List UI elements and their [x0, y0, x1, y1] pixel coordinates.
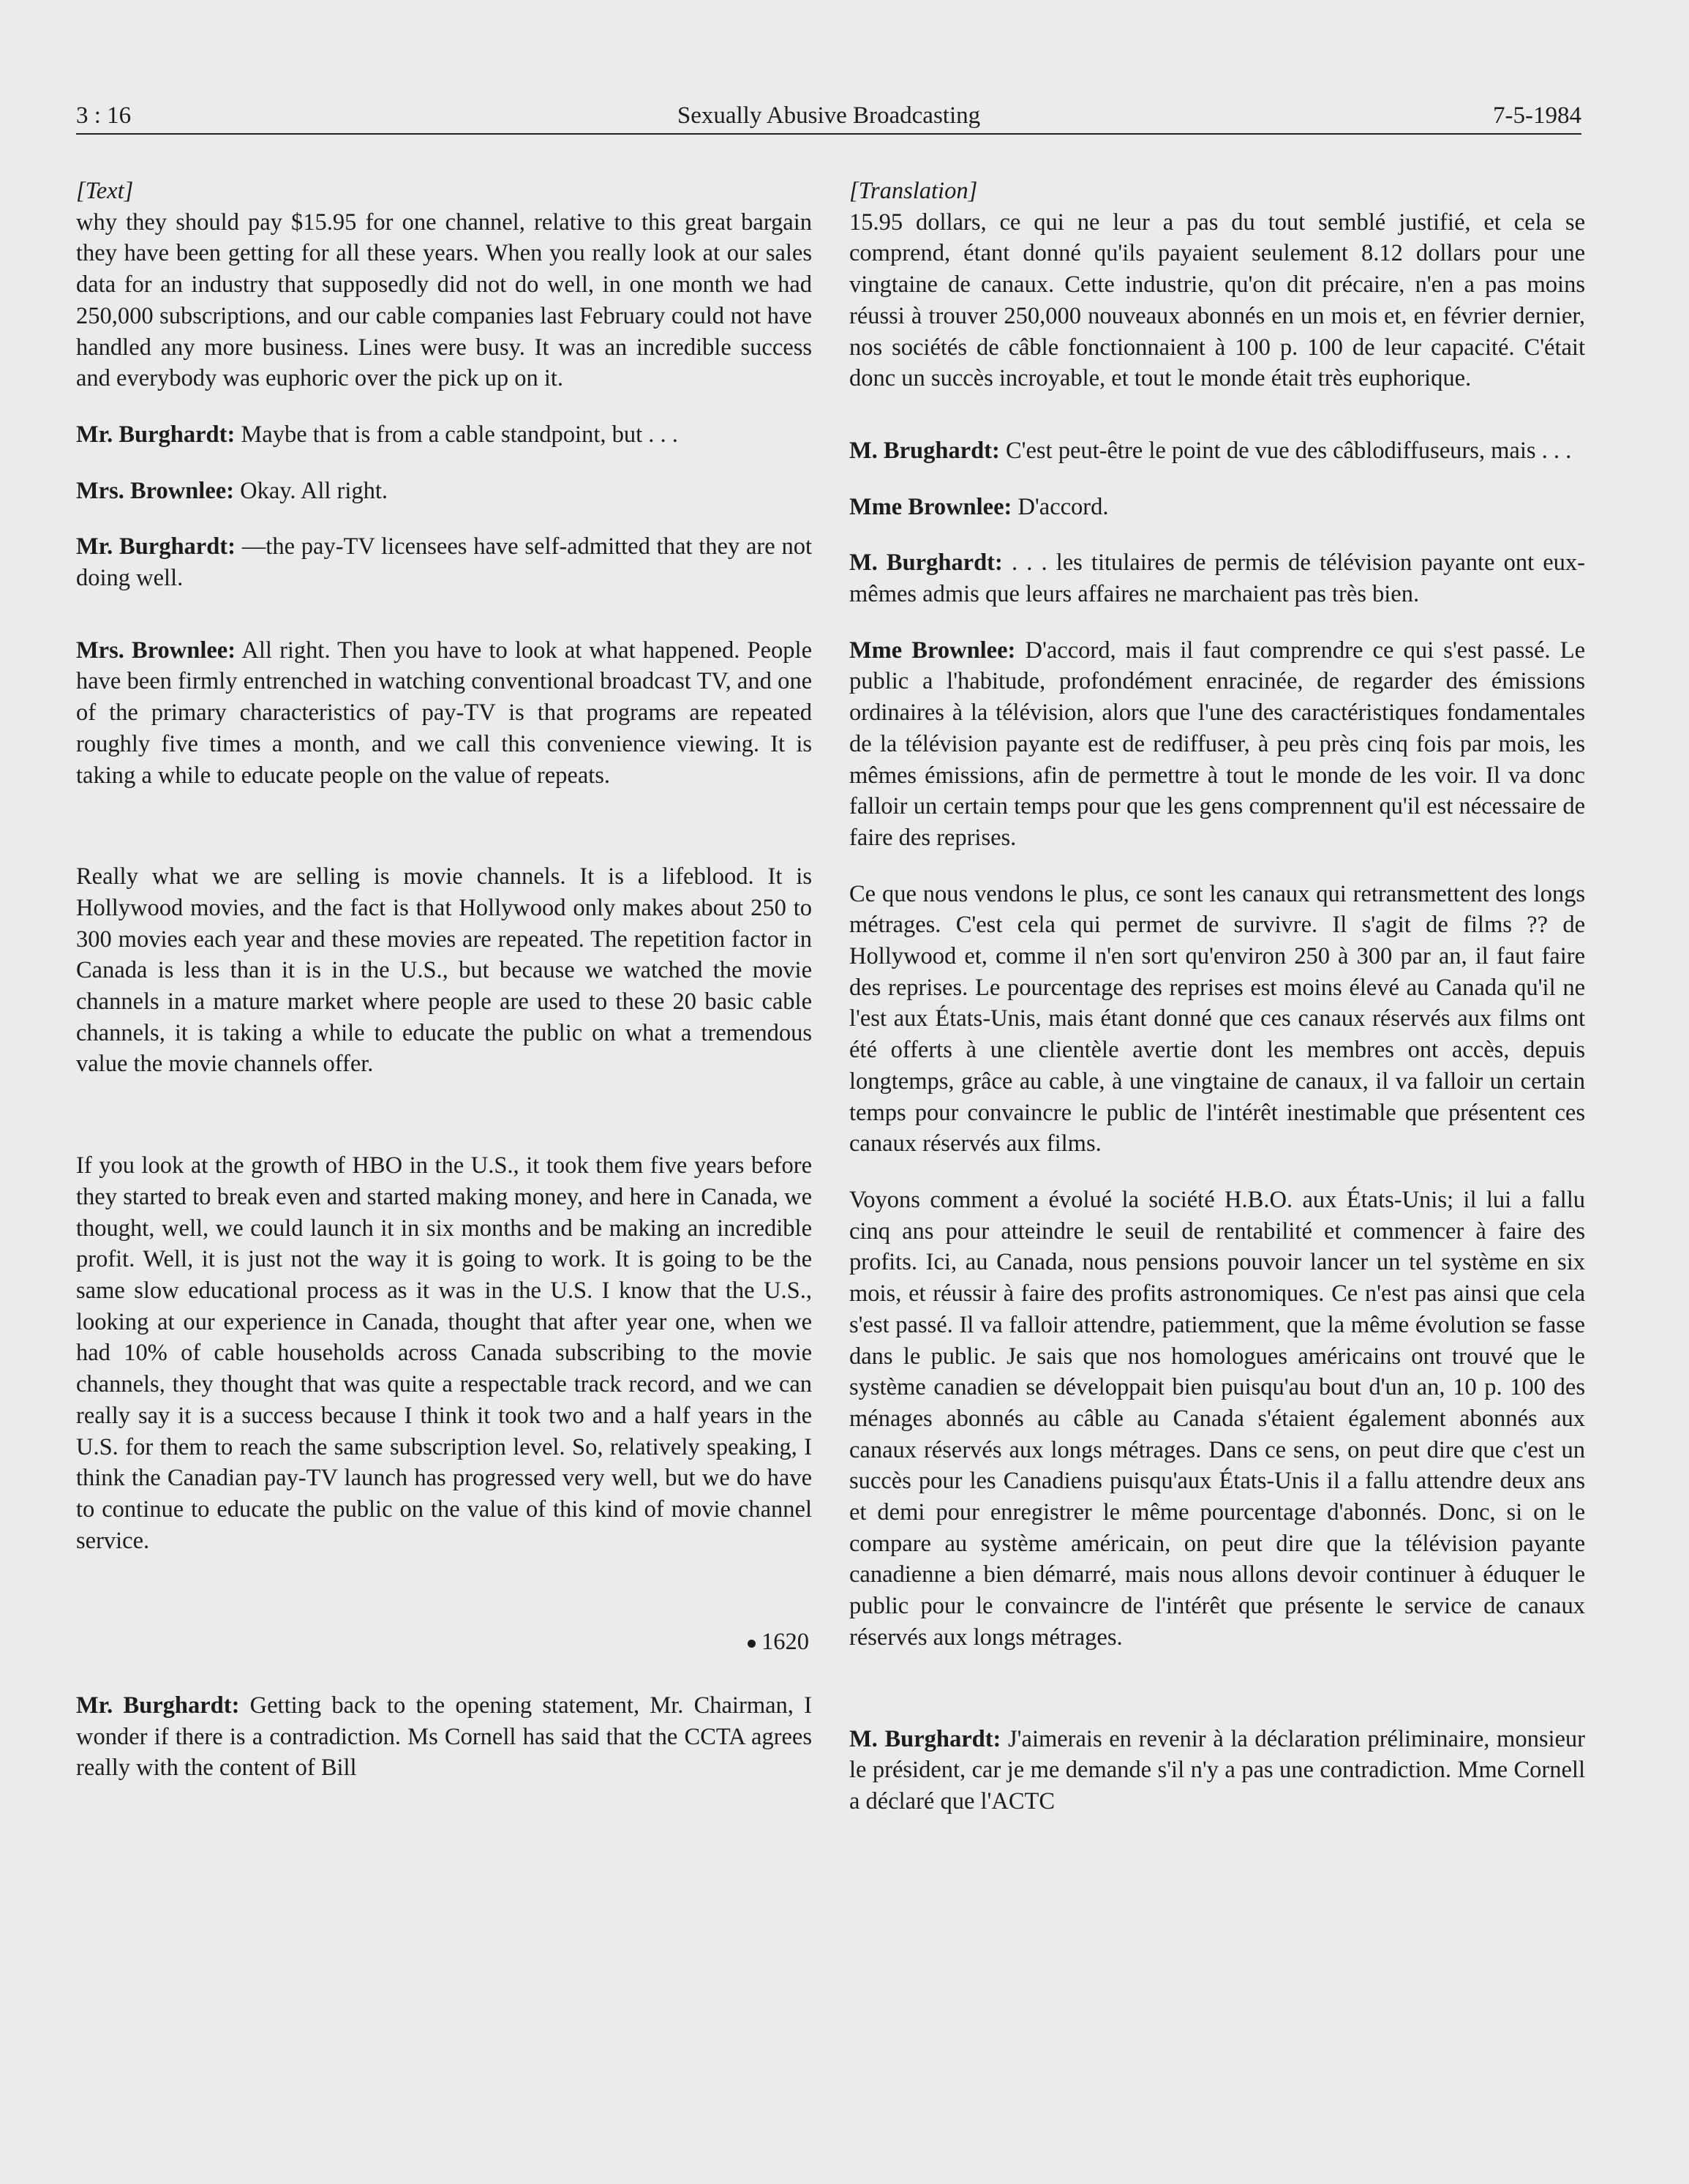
speaker-paragraph	[849, 435, 1585, 467]
time-marker	[76, 1626, 812, 1658]
column-label: [Text]	[76, 178, 134, 204]
speaker-name: Mme Brownlee:	[849, 493, 1012, 520]
speaker-paragraph	[76, 476, 812, 507]
speech-text: —the pay-TV licensees have self-admitted that they are not doing well.	[76, 533, 813, 592]
speaker-paragraph	[76, 419, 812, 451]
column-label: [Translation]	[849, 178, 978, 204]
english-column	[76, 176, 812, 1784]
bullet-dot-icon	[748, 1640, 756, 1648]
speaker-name: Mr. Burghardt:	[76, 421, 236, 448]
speech-text: D'accord.	[1012, 493, 1109, 520]
speech-text: Okay. All right.	[234, 477, 388, 504]
speaker-name: Mrs. Brownlee:	[76, 637, 236, 664]
speaker-paragraph	[76, 1690, 812, 1784]
speaker-paragraph	[849, 547, 1585, 609]
speech-text: All right. Then you have to look at what happened. People have been firmly entrenched in watching conventional broadcast TV, and one of the primary characteristics of pay-TV is that programs are repeated roughly five times a month, and we call this convenience viewing. It is taking a while to educate people on the value of repeats.	[76, 637, 813, 789]
paragraph: Really what we are selling is movie channels. It is a lifeblood. It is Hollywood movies, and the fact is that Hollywood only makes about 250 to 300 movies each year and these movies are repeated. The repetition factor in Canada is less than it is in the U.S., but because we watched the movie channels in a mature market where people are used to these 20 basic cable channels, it is taking a while to educate the public on what a tremendous value the movie channels offer.	[76, 863, 812, 1078]
speaker-paragraph	[849, 635, 1585, 854]
paragraph: If you look at the growth of HBO in the U.S., it took them five years before they started to break even and started making money, and here in Canada, we thought, well, we could launch it in six months and be making an incredible profit. Well, it is just not the way it is going to work. It is going to be the same slow educational process as it was in the U.S. I know that the U.S., looking at our experience in Canada, thought that after year one, when we had 10% of cable households across Canada subscribing to the movie channels, they thought that was quite a respectable track record, and we can really say it is a success because I think it took two and a half years in the U.S. for them to reach the same subscription level. So, relatively speaking, I think the Canadian pay-TV launch has progressed very well, but we do have to continue to educate the public on the value of this kind of movie channel service.	[76, 1152, 812, 1554]
document-title: Sexually Abusive Broadcasting	[677, 102, 981, 129]
document-date: 7-5-1984	[1493, 102, 1581, 129]
speech-text: D'accord, mais il faut comprendre ce qui s'est passé. Le public a l'habitude, profondément enracinée, de regarder des émissions ordinaires à la télévision, alors que l'une des caractéristiques fondamentales de la télévision payante est de rediffuser, à peu près cinq fois par mois, les mêmes émissions, afin de permettre à tout le monde de les voir. Il va donc falloir un certain temps pour que les gens comprennent qu'il est nécessaire de faire des reprises.	[849, 637, 1585, 851]
speaker-name: Mrs. Brownlee:	[76, 477, 235, 504]
speaker-paragraph	[849, 1724, 1585, 1817]
speech-text: C'est peut-être le point de vue des câblodiffuseurs, mais . . .	[999, 437, 1572, 464]
paragraph: why they should pay $15.95 for one channel, relative to this great bargain they have been getting for all these years. When you really look at our sales data for an industry that supposedly did not do well, in one month we had 250,000 subscriptions, and our cable companies last February could not have handled any more business. Lines were busy. It was an incredible success and everybody was euphoric over the pick up on it.	[76, 209, 812, 392]
paragraph: Ce que nous vendons le plus, ce sont les canaux qui retransmettent des longs métrages. C'est cela qui permet de survivre. Il s'agit de films ?? de Hollywood et, comme il n'en sort qu'environ 250 à 300 par an, il faut faire des reprises. Le pourcentage des reprises est moins élevé au Canada qu'il ne l'est aux États-Unis, mais étant donné que ces canaux réservés aux films ont été offerts à une clientèle avertie dont les membres ont accès, depuis longtemps, grâce au cable, à une vingtaine de canaux, il va falloir un certain temps pour convaincre le public de l'intérêt inestimable que présentent ces canaux réservés aux films.	[849, 880, 1585, 1157]
paragraph: 15.95 dollars, ce qui ne leur a pas du tout semblé justifié, et cela se comprend, étant donné qu'ils payaient seulement 8.12 dollars pour une vingtaine de canaux. Cette industrie, qu'on dit précaire, n'en a pas moins réussi à trouver 250,000 nouveaux abonnés en un mois et, en février dernier, nos sociétés de câble fonctionnaient à 100 p. 100 de leur capacité. C'était donc un succès incroyable, et tout le monde était très euphorique.	[849, 209, 1585, 392]
speech-text: . . . les titulaires de permis de télévision payante ont eux-mêmes admis que leurs affaires ne marchaient pas très bien.	[849, 549, 1585, 608]
speech-text: Maybe that is from a cable standpoint, but . . .	[235, 421, 678, 448]
page-header	[76, 100, 1581, 135]
time-marker-value: 1620	[761, 1629, 809, 1656]
speaker-name: Mr. Burghardt:	[76, 533, 236, 560]
paragraph: Voyons comment a évolué la société H.B.O. aux États-Unis; il lui a fallu cinq ans pour atteindre le seuil de rentabilité et commencer à faire des profits. Ici, au Canada, nous pensions pouvoir lancer un tel système en six mois, et réussir à faire des profits astronomiques. Ce n'est pas ainsi que cela s'est passé. Il va falloir attendre, patiemment, que la même évolution se fasse dans le public. Je sais que nos homologues américains ont trouvé que le système canadien se développait bien puisqu'au bout d'un an, 10 p. 100 des ménages abonnés au câble au Canada s'étaient également abonnés aux canaux réservés aux longs métrages. Dans ce sens, on peut dire que c'est un succès pour les Canadiens puisqu'aux États-Unis il a fallu attendre deux ans et demi pour enregistrer le même pourcentage d'abonnés. Donc, si on le compare au système américain, on peut dire que la télévision payante canadienne a bien démarré, mais nous allons devoir continuer à éduquer le public pour le convaincre de l'intérêt que présente le service de canaux réservés aux longs métrages.	[849, 1186, 1585, 1651]
speaker-paragraph	[76, 531, 812, 593]
speech-text: J'aimerais en revenir à la déclaration préliminaire, monsieur le président, car je me demande s'il n'y a pas une contradiction. Mme Cornell a déclaré que l'ACTC	[849, 1725, 1585, 1815]
speaker-paragraph	[849, 492, 1585, 523]
speaker-name: M. Burghardt:	[849, 549, 1003, 577]
speaker-paragraph	[76, 635, 812, 792]
french-column	[849, 176, 1585, 1817]
page-reference: 3 : 16	[76, 102, 132, 129]
speech-text: Getting back to the opening statement, Mr. Chairman, I wonder if there is a contradiction. Ms Cornell has said that the CCTA agrees really with the content of Bill	[76, 1692, 812, 1782]
speaker-name: M. Brughardt:	[849, 437, 1000, 464]
speaker-name: M. Burghardt:	[849, 1725, 1001, 1752]
speaker-name: Mme Brownlee:	[849, 637, 1016, 664]
speaker-name: Mr. Burghardt:	[76, 1692, 240, 1719]
